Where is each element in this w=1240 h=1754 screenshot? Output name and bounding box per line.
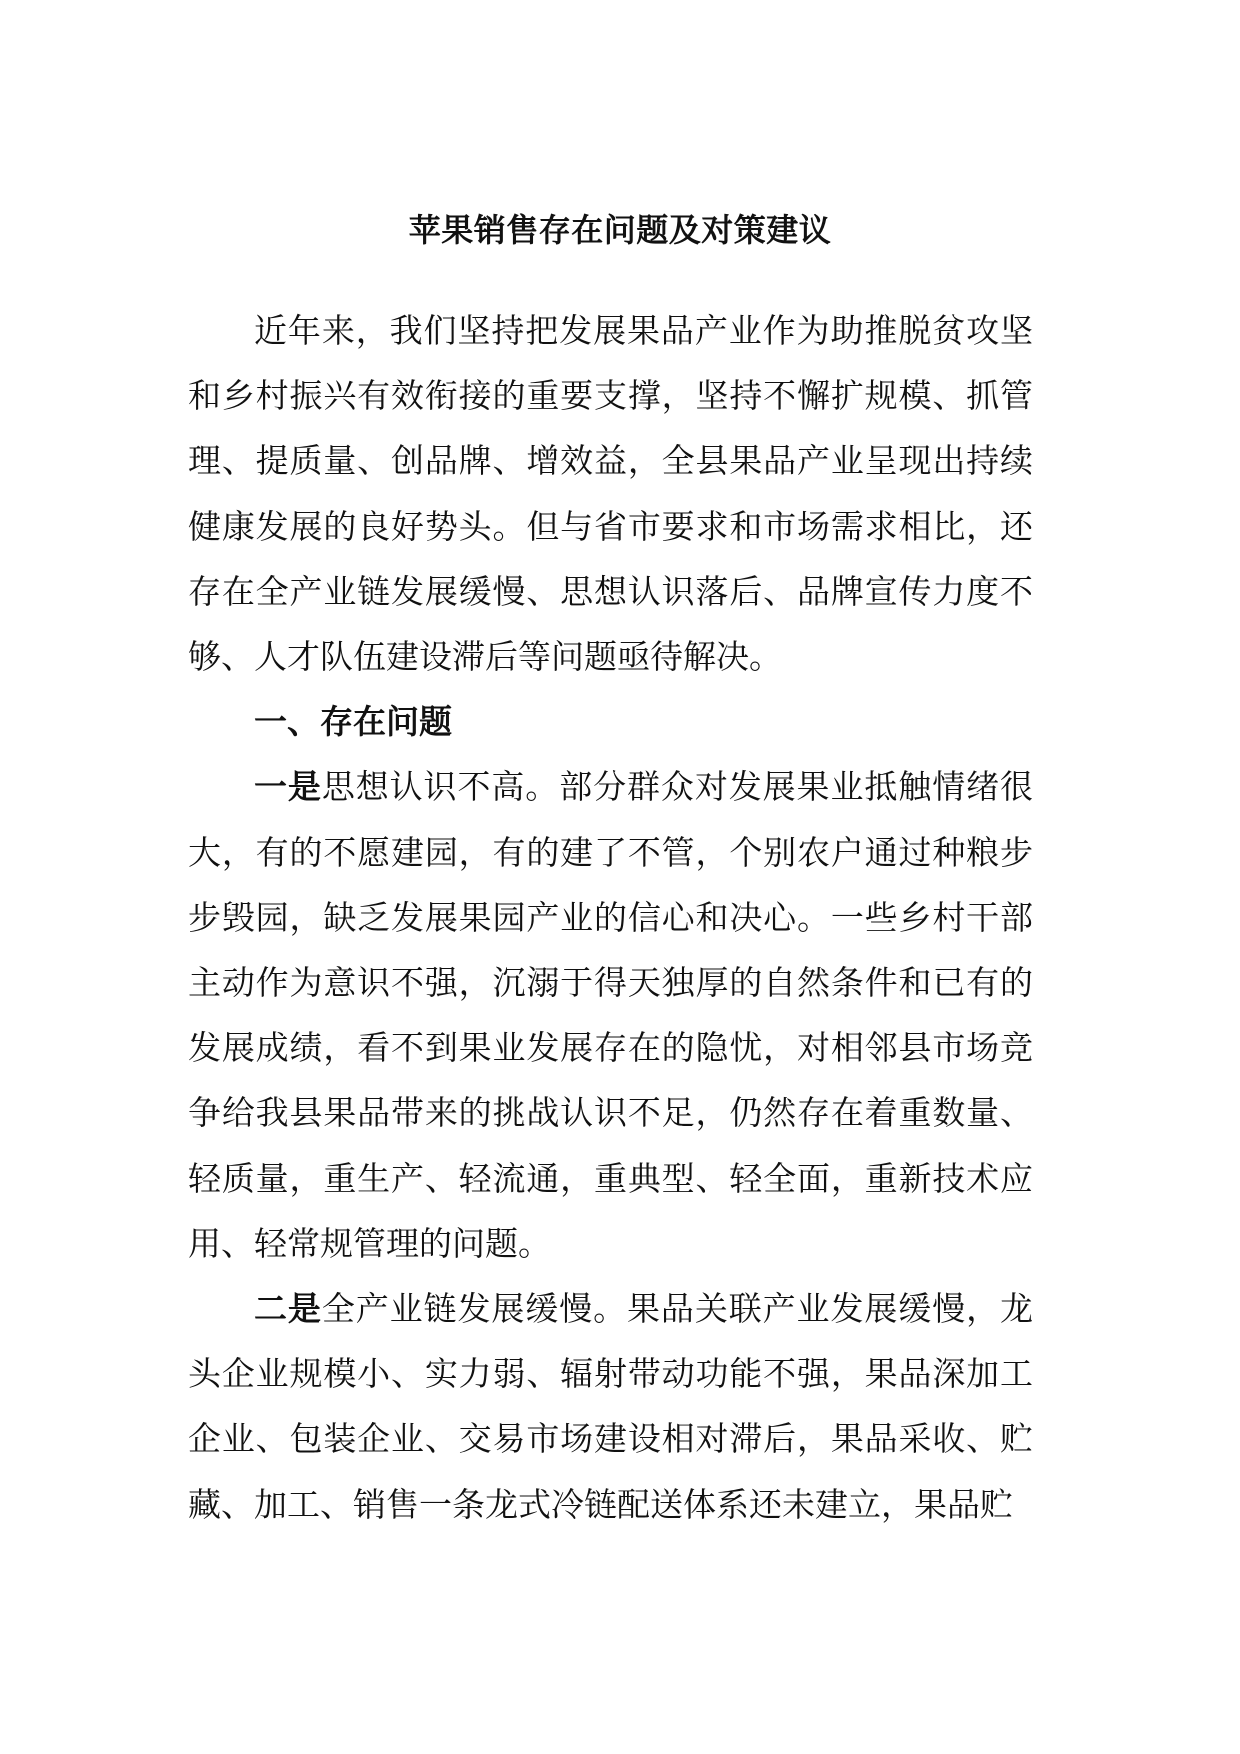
document-body	[188, 298, 1033, 1537]
point-paragraph-1	[188, 754, 1033, 1276]
point-paragraph-2	[188, 1276, 1033, 1537]
document-title: 苹果销售存在问题及对策建议	[408, 211, 832, 249]
intro-paragraph: 近年来，我们坚持把发展果品产业作为助推脱贫攻坚和乡村振兴有效衔接的重要支撑，坚持不懈扩规模、抓管理、提质量、创品牌、增效益，全县果品产业呈现出持续健康发展的良好势头。但与省市要求和市场需求相比，还存在全产业链发展缓慢、思想认识落后、品牌宣传力度不够、人才队伍建设滞后等问题亟待解决。	[188, 311, 1033, 677]
section-heading: 一、存在问题	[254, 702, 452, 742]
point-text-2: 全产业链发展缓慢。果品关联产业发展缓慢，龙头企业规模小、实力弱、辐射带动功能不强，果品深加工企业、包装企业、交易市场建设相对滞后，果品采收、贮藏、加工、销售一条龙式冷链配送体系还未建立，果品贮	[188, 1289, 1034, 1524]
point-lead-2: 二是	[254, 1289, 322, 1329]
point-lead-1: 一是	[254, 767, 322, 807]
point-text-1: 思想认识不高。部分群众对发展果业抵触情绪很大，有的不愿建园，有的建了不管，个别农户通过种粮步步毁园，缺乏发展果园产业的信心和决心。一些乡村干部主动作为意识不强，沉溺于得天独厚的自然条件和已有的发展成绩，看不到果业发展存在的隐忧，对相邻县市场竞争给我县果品带来的挑战认识不足，仍然存在着重数量、轻质量，重生产、轻流通，重典型、轻全面，重新技术应用、轻常规管理的问题。	[188, 767, 1034, 1263]
